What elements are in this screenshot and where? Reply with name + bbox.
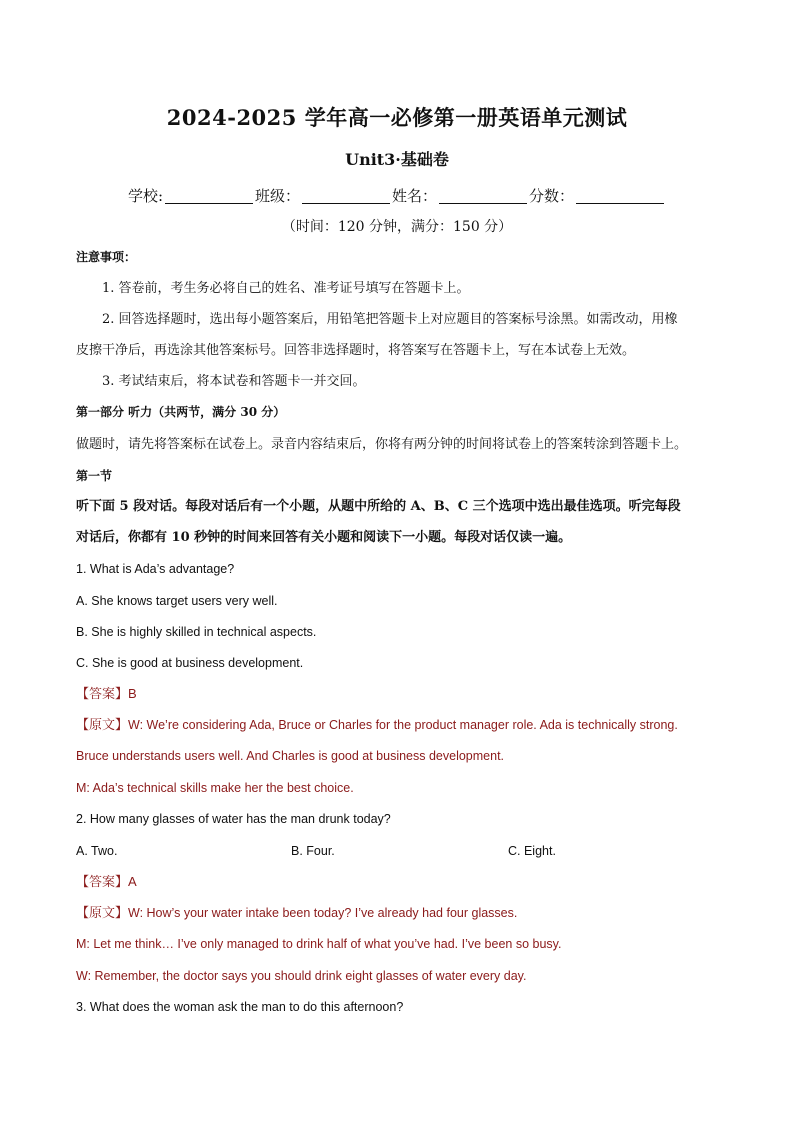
exam-title: 2024-2025 学年高一必修第一册英语单元测试: [166, 105, 628, 130]
school-blank[interactable]: [165, 188, 253, 204]
section-instruction-1: 听下面 5 段对话。每段对话后有一个小题，从题中所给的 A、B、C 三个选项中选出最佳选项。听完每段: [76, 499, 681, 514]
section-label: 第一节: [76, 469, 113, 483]
note-item-3: 3. 考试结束后，将本试卷和答题卡一并交回。: [102, 374, 366, 389]
question-1-transcript-line-1: [76, 716, 678, 735]
question-1-option-a[interactable]: A. She knows target users very well.: [76, 594, 278, 608]
transcript-text: W: We’re considering Ada, Bruce or Charles for the product manager role. Ada is technically strong.: [128, 718, 678, 732]
part1-heading: 第一部分 听力（共两节，满分 30 分）: [76, 405, 286, 419]
question-1-stem: 1. What is Ada’s advantage?: [76, 562, 235, 576]
note-item-2: 2. 回答选择题时，选出每小题答案后，用铅笔把答题卡上对应题目的答案标号涂黑。如需改动，用橡: [102, 312, 678, 327]
transcript-label: 【原文】: [76, 906, 129, 921]
answer-value: A: [128, 874, 137, 889]
question-3-stem: 3. What does the woman ask the man to do this afternoon?: [76, 1000, 404, 1014]
class-blank[interactable]: [302, 188, 390, 204]
score-blank[interactable]: [576, 188, 664, 204]
note-item-2-cont: 皮擦干净后，再选涂其他答案标号。回答非选择题时，将答案写在答题卡上，写在本试卷上无效。: [76, 343, 636, 358]
exam-subtitle: Unit3·基础卷: [345, 150, 449, 169]
transcript-text: W: How’s your water intake been today? I’ve already had four glasses.: [128, 906, 518, 920]
part1-instruction: 做题时，请先将答案标在试卷上。录音内容结束后，你将有两分钟的时间将试卷上的答案转涂到答题卡上。: [76, 437, 688, 452]
score-label: 分数：: [529, 187, 575, 205]
class-label: 班级：: [255, 187, 301, 205]
question-1-option-c[interactable]: C. She is good at business development.: [76, 656, 304, 670]
question-2-answer: [76, 873, 137, 892]
question-2-transcript-line-3: W: Remember, the doctor says you should drink eight glasses of water every day.: [76, 969, 527, 983]
name-label: 姓名：: [392, 187, 438, 205]
question-1-option-b[interactable]: B. She is highly skilled in technical aspects.: [76, 625, 317, 639]
name-blank[interactable]: [439, 188, 527, 204]
question-1-transcript-line-3: M: Ada’s technical skills make her the best choice.: [76, 781, 354, 795]
note-item-1: 1. 答卷前，考生务必将自己的姓名、准考证号填写在答题卡上。: [102, 281, 470, 296]
question-2-option-b[interactable]: B. Four.: [291, 844, 335, 858]
answer-label: 【答案】: [76, 875, 129, 890]
transcript-label: 【原文】: [76, 718, 129, 733]
question-2-option-a[interactable]: A. Two.: [76, 844, 118, 858]
question-2-option-c[interactable]: C. Eight.: [508, 844, 556, 858]
question-1-answer: [76, 685, 137, 704]
question-2-transcript-line-2: M: Let me think… I’ve only managed to drink half of what you’ve had. I’ve been so busy.: [76, 937, 562, 951]
answer-value: B: [128, 686, 137, 701]
notes-heading: 注意事项：: [76, 250, 137, 264]
section-instruction-2: 对话后，你都有 10 秒钟的时间来回答有关小题和阅读下一小题。每段对话仅读一遍。: [76, 530, 572, 545]
school-label: 学校:: [127, 187, 163, 205]
question-2-transcript-line-1: [76, 904, 517, 923]
question-1-transcript-line-2: Bruce understands users well. And Charles is good at business development.: [76, 749, 505, 763]
time-note: （时间：120 分钟，满分：150 分）: [281, 219, 513, 235]
student-info-row: [0, 186, 794, 206]
answer-label: 【答案】: [76, 687, 129, 702]
question-2-stem: 2. How many glasses of water has the man drunk today?: [76, 812, 391, 826]
